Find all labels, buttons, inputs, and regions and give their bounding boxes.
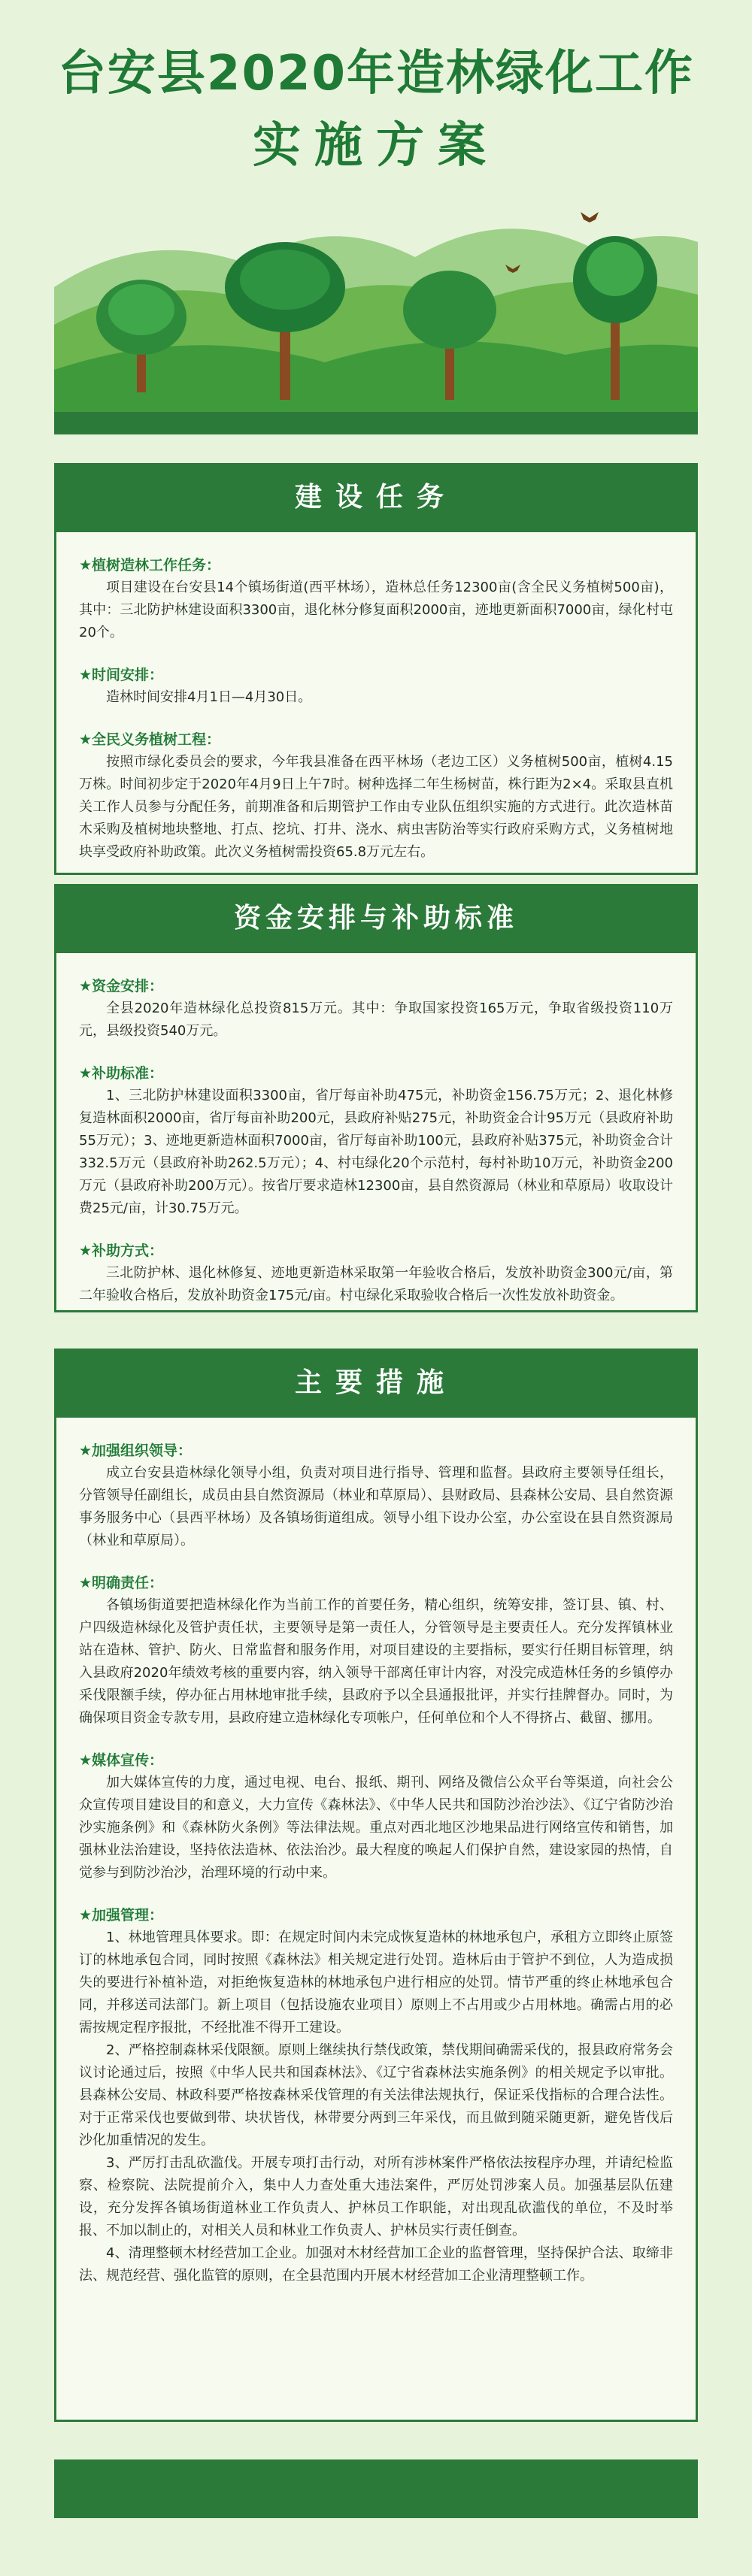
item-paragraph: 1、三北防护林建设面积3300亩，省厅每亩补助475元，补助资金156.75万元；2、退化林修复造林面积2000亩，省厅每亩补助200元，县政府补贴275元，补助资金合计95万元（县政府补助55万元）；3、迹地更新造林面积7000亩，省厅每亩补助100元，县政府补贴375元，补助资金合计332.5万元（县政府补助262.5万元）；4、村屯绿化20个示范村，每村补助10万元，补助资金200万元（县政府补助200万元）。按省厅要求造林12300亩，县自然资源局（林业和草原局）收取设计费25元/亩，计30.75万元。 [79, 1088, 673, 1216]
item-paragraph: 4、清理整顿木材经营加工企业。加强对木材经营加工企业的监督管理，坚持保护合法、取缔非法、规范经营、强化监管的原则，在全县范围内开展木材经营加工企业清理整顿工作。 [79, 2245, 673, 2284]
section-body [79, 975, 673, 1327]
section-heading: 主要措施 [54, 1349, 698, 1418]
item-paragraph: 成立台安县造林绿化领导小组，负责对项目进行指导、管理和监督。县政府主要领导任组长，分管领导任副组长，成员由县自然资源局（林业和草原局）、县财政局、县森林公安局、县自然资源事务服务中心（县西平林场）及各镇场街道组成。领导小组下设办公室，办公室设在县自然资源局（林业和草原局）。 [79, 1465, 673, 1548]
item-paragraph: 加大媒体宣传的力度，通过电视、电台、报纸、期刊、网络及微信公众平台等渠道，向社会公众宣传项目建设目的和意义，大力宣传《森林法》、《中华人民共和国防沙治沙法》、《辽宁省防沙治沙实施条例》和《森林防火条例》等法律法规。重点对西北地区沙地果品进行网络宣传和销售，加强林业法治建设，坚持依法造林、依法治沙。最大程度的唤起人们保护自然，建设家园的热情，自觉参与到防沙治沙，治理环境的行动中来。 [79, 1775, 673, 1881]
page-title-line1: 台安县2020年造林绿化工作 [57, 46, 695, 101]
item-label: ★植树造林工作任务： [79, 557, 221, 574]
item-paragraph: 按照市绿化委员会的要求，今年我县准备在西平林场（老边工区）义务植树500亩，植树4.15万株。时间初步定于2020年4月9日上午7时。树种选择二年生杨树苗，株行距为2×4。采取县直机关工作人员参与分配任务，前期准备和后期管护工作由专业队伍组织实施的方式进行。此次造林苗木采购及植树地块整地、打点、挖坑、打井、浇水、病虫害防治等实行政府采购方式，义务植树地块享受政府补助政策。此次义务植树需投资65.8万元左右。 [79, 754, 673, 860]
section-funding [54, 884, 698, 1312]
item-paragraph: 3、严厉打击乱砍滥伐。开展专项打击行动，对所有涉林案件严格依法按程序办理，并请纪检监察、检察院、法院提前介入，集中人力查处重大违法案件，严厉处罚涉案人员。加强基层队伍建设，充分发挥各镇场街道林业工作负责人、护林员工作职能，对出现乱砍滥伐的单位，不及时举报、不加以制止的，对相关人员和林业工作负责人、护林员实行责任倒查。 [79, 2155, 673, 2238]
item-label: ★加强管理： [79, 1907, 164, 1924]
item-paragraph: 三北防护林、退化林修复、迹地更新造林采取第一年验收合格后，发放补助资金300元/亩，第二年验收合格后，发放补助资金175元/亩。村屯绿化采取验收合格后一次性发放补助资金。 [79, 1265, 673, 1303]
item-label: ★时间安排： [79, 667, 164, 683]
item-label: ★加强组织领导： [79, 1442, 193, 1459]
section-heading: 建设任务 [54, 463, 698, 532]
item-paragraph: 项目建设在台安县14个镇场街道(西平林场），造林总任务12300亩(含全民义务植树500亩)，其中：三北防护林建设面积3300亩，退化林分修复面积2000亩，迹地更新面积7000亩，绿化村屯20个。 [79, 580, 673, 640]
section-main-measures [54, 1349, 698, 2422]
section-construction-tasks [54, 463, 698, 875]
footer-bar [54, 2459, 698, 2518]
item-paragraph: 造林时间安排4月1日—4月30日。 [106, 689, 312, 705]
item-label: ★补助方式： [79, 1243, 164, 1259]
page-title-line2: 实施方案 [253, 118, 499, 174]
item-paragraph: 各镇场街道要把造林绿化作为当前工作的首要任务，精心组织，统筹安排，签订县、镇、村、户四级造林绿化及管护责任状，主要领导是第一责任人，分管领导是主要责任人。充分发挥镇林业站在造林、管护、防火、日常监督和服务作用，对项目建设的主要指标，要实行任期目标管理，纳入县政府2020年绩效考核的重要内容，纳入领导干部离任审计内容，对没完成造林任务的乡镇停办采伐限额手续，停办征占用林地审批手续，县政府予以全县通报批评，并实行挂牌督办。同时，为确保项目资金专款专用，县政府建立造林绿化专项帐户，任何单位和个人不得挤占、截留、挪用。 [79, 1597, 673, 1726]
item-paragraph: 1、林地管理具体要求。即：在规定时间内未完成恢复造林的林地承包户，承租方立即终止原签订的林地承包合同，同时按照《森林法》相关规定进行处罚。造林后由于管护不到位，人为造成损失的要进行补植补造，对拒绝恢复造林的林地承包户进行相应的处罚。情节严重的终止林地承包合同，并移送司法部门。新上项目（包括设施农业项目）原则上不占用或少占用林地。确需占用的必需按规定程序报批，不经批准不得开工建设。 [79, 1930, 673, 2036]
item-label: ★资金安排： [79, 978, 164, 994]
section-body [79, 1439, 673, 2287]
item-label: ★补助标准： [79, 1065, 164, 1082]
page-title [0, 38, 752, 182]
item-label: ★全民义务植树工程： [79, 731, 221, 748]
item-label: ★明确责任： [79, 1575, 164, 1591]
item-paragraph: 全县2020年造林绿化总投资815万元。其中：争取国家投资165万元，争取省级投资110万元，县级投资540万元。 [79, 1000, 673, 1039]
forest-banner-illustration [54, 197, 698, 434]
section-body [79, 554, 673, 883]
section-heading: 资金安排与补助标准 [54, 884, 698, 953]
item-label: ★媒体宣传： [79, 1752, 164, 1769]
item-paragraph: 2、严格控制森林采伐限额。原则上继续执行禁伐政策，禁伐期间确需采伐的，报县政府常务会议讨论通过后，按照《中华人民共和国森林法》、《辽宁省森林法实施条例》的相关规定予以审批。县森林公安局、林政科要严格按森林采伐管理的有关法律法规执行，保证采伐指标的合理合法性。对于正常采伐也要做到带、块状皆伐，林带要分两到三年采伐，而且做到随采随更新，避免皆伐后沙化加重情况的发生。 [79, 2042, 673, 2148]
